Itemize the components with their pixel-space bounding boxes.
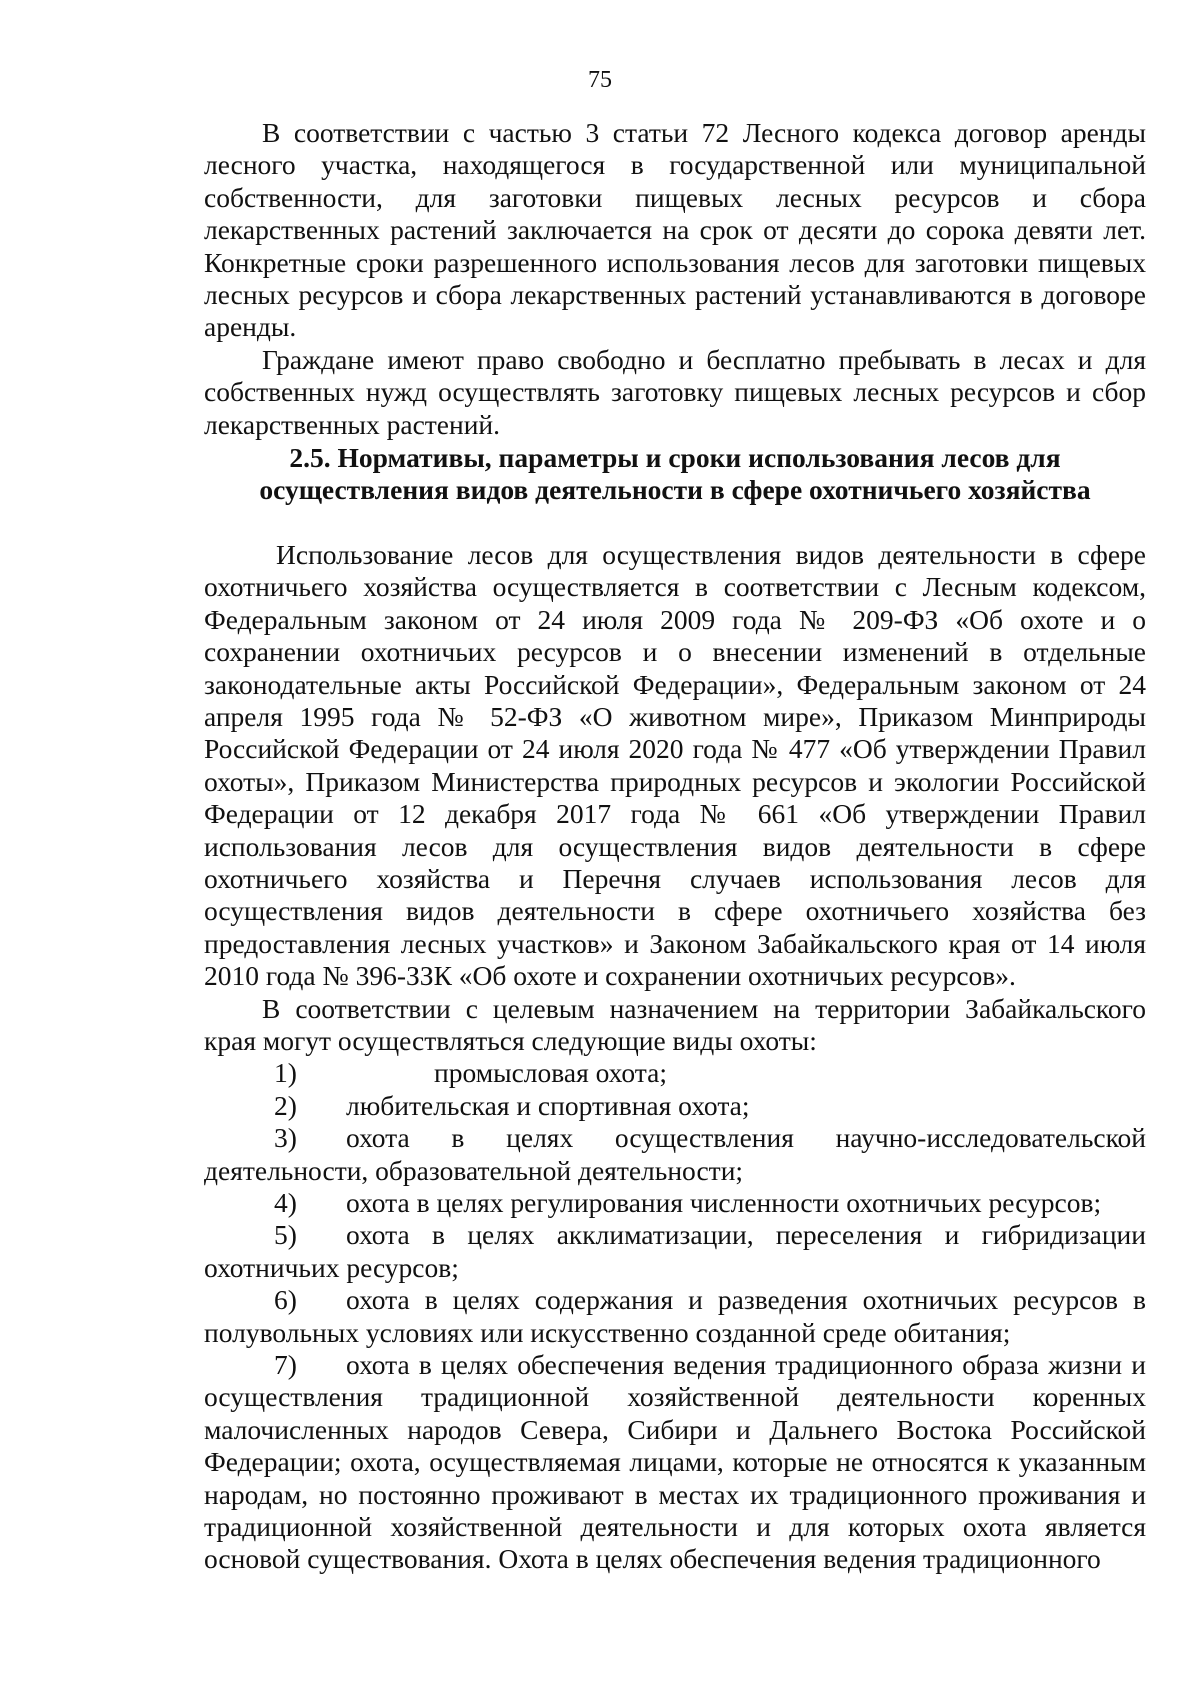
list-item bbox=[204, 1122, 1146, 1187]
paragraph-citizens-rights: Граждане имеют право свободно и бесплатно пребывать в лесах и для собственных нужд осуществлять заготовку пищевых лесных ресурсов и сбор лекарственных растений. bbox=[204, 343, 1146, 440]
list-item-number: 2) bbox=[274, 1089, 297, 1121]
list-item-text: охота в целях содержания и разведения охотничьих ресурсов в полувольных условиях или искусственно созданной среде обитания; bbox=[204, 1284, 1146, 1348]
list-item bbox=[204, 1219, 1146, 1284]
list-item-number: 1) bbox=[274, 1057, 297, 1089]
list-item-text: промысловая охота; bbox=[434, 1057, 667, 1089]
paragraph-lease-term: В соответствии с частью 3 статьи 72 Лесного кодекса договор аренды лесного участка, находящегося в государственной или муниципальной собственности, для заготовки пищевых лесных ресурсов и сбора лекарственных растений заключается на срок от десяти до сорока девяти лет. Конкретные сроки разрешенного использования лесов для заготовки пищевых лесных ресурсов и сбора лекарственных растений устанавливаются в договоре аренды. bbox=[204, 117, 1146, 343]
list-item bbox=[204, 1057, 1146, 1089]
list-item bbox=[204, 1090, 1146, 1122]
hunting-types-list bbox=[204, 1057, 1146, 1576]
list-item bbox=[204, 1187, 1146, 1219]
list-item-text: охота в целях осуществления научно-исследовательской деятельности, образовательной деятельности; bbox=[204, 1122, 1146, 1186]
page-number: 75 bbox=[588, 67, 612, 93]
list-item bbox=[204, 1349, 1146, 1576]
list-item-number: 5) bbox=[274, 1219, 297, 1251]
list-item-text: охота в целях акклиматизации, переселения и гибридизации охотничьих ресурсов; bbox=[204, 1219, 1146, 1283]
list-item-text: охота в целях регулирования численности охотничьих ресурсов; bbox=[346, 1187, 1102, 1218]
list-item-text: любительская и спортивная охота; bbox=[346, 1089, 750, 1121]
paragraph-hunting-types-intro: В соответствии с целевым назначением на территории Забайкальского края могут осуществляться следующие виды охоты: bbox=[204, 992, 1146, 1056]
list-item bbox=[204, 1284, 1146, 1349]
list-item-number: 3) bbox=[274, 1122, 297, 1154]
paragraph-legal-basis: Использование лесов для осуществления видов деятельности в сфере охотничьего хозяйства осуществляется в соответствии с Лесным кодексом, Федеральным законом от 24 июля 2009 года № 209-ФЗ «Об охоте и о сохранении охотничьих ресурсов и о внесении изменений в отдельные законодательные акты Российской Федерации», Федеральным законом от 24 апреля 1995 года № 52-ФЗ «О животном мире», Приказом Минприроды Российской Федерации от 24 июля 2020 года № 477 «Об утверждении Правил охоты», Приказом Министерства природных ресурсов и экологии Российской Федерации от 12 декабря 2017 года № 661 «Об утверждении Правил использования лесов для осуществления видов деятельности в сфере охотничьего хозяйства и Перечня случаев использования лесов для осуществления видов деятельности в сфере охотничьего хозяйства без предоставления лесных участков» и Законом Забайкальского края от 14 июля 2010 года № 396-ЗЗК «Об охоте и сохранении охотничьих ресурсов». bbox=[204, 538, 1146, 992]
section-heading: 2.5. Нормативы, параметры и сроки использования лесов для осуществления видов деятельности в сфере охотничьего хозяйства bbox=[259, 442, 1091, 506]
list-item-number: 7) bbox=[274, 1349, 297, 1381]
list-item-number: 6) bbox=[274, 1284, 297, 1316]
list-item-text: охота в целях обеспечения ведения традиционного образа жизни и осуществления традиционной хозяйственной деятельности коренных малочисленных народов Севера, Сибири и Дальнего Востока Российской Федерации; охота, осуществляемая лицами, которые не относятся к указанным народам, но постоянно проживают в местах их традиционного проживания и традиционной хозяйственной деятельности и для которых охота является основой существования. Охота в целях обеспечения ведения традиционного bbox=[204, 1349, 1146, 1575]
list-item-number: 4) bbox=[274, 1187, 297, 1218]
body-text bbox=[204, 117, 1146, 1576]
